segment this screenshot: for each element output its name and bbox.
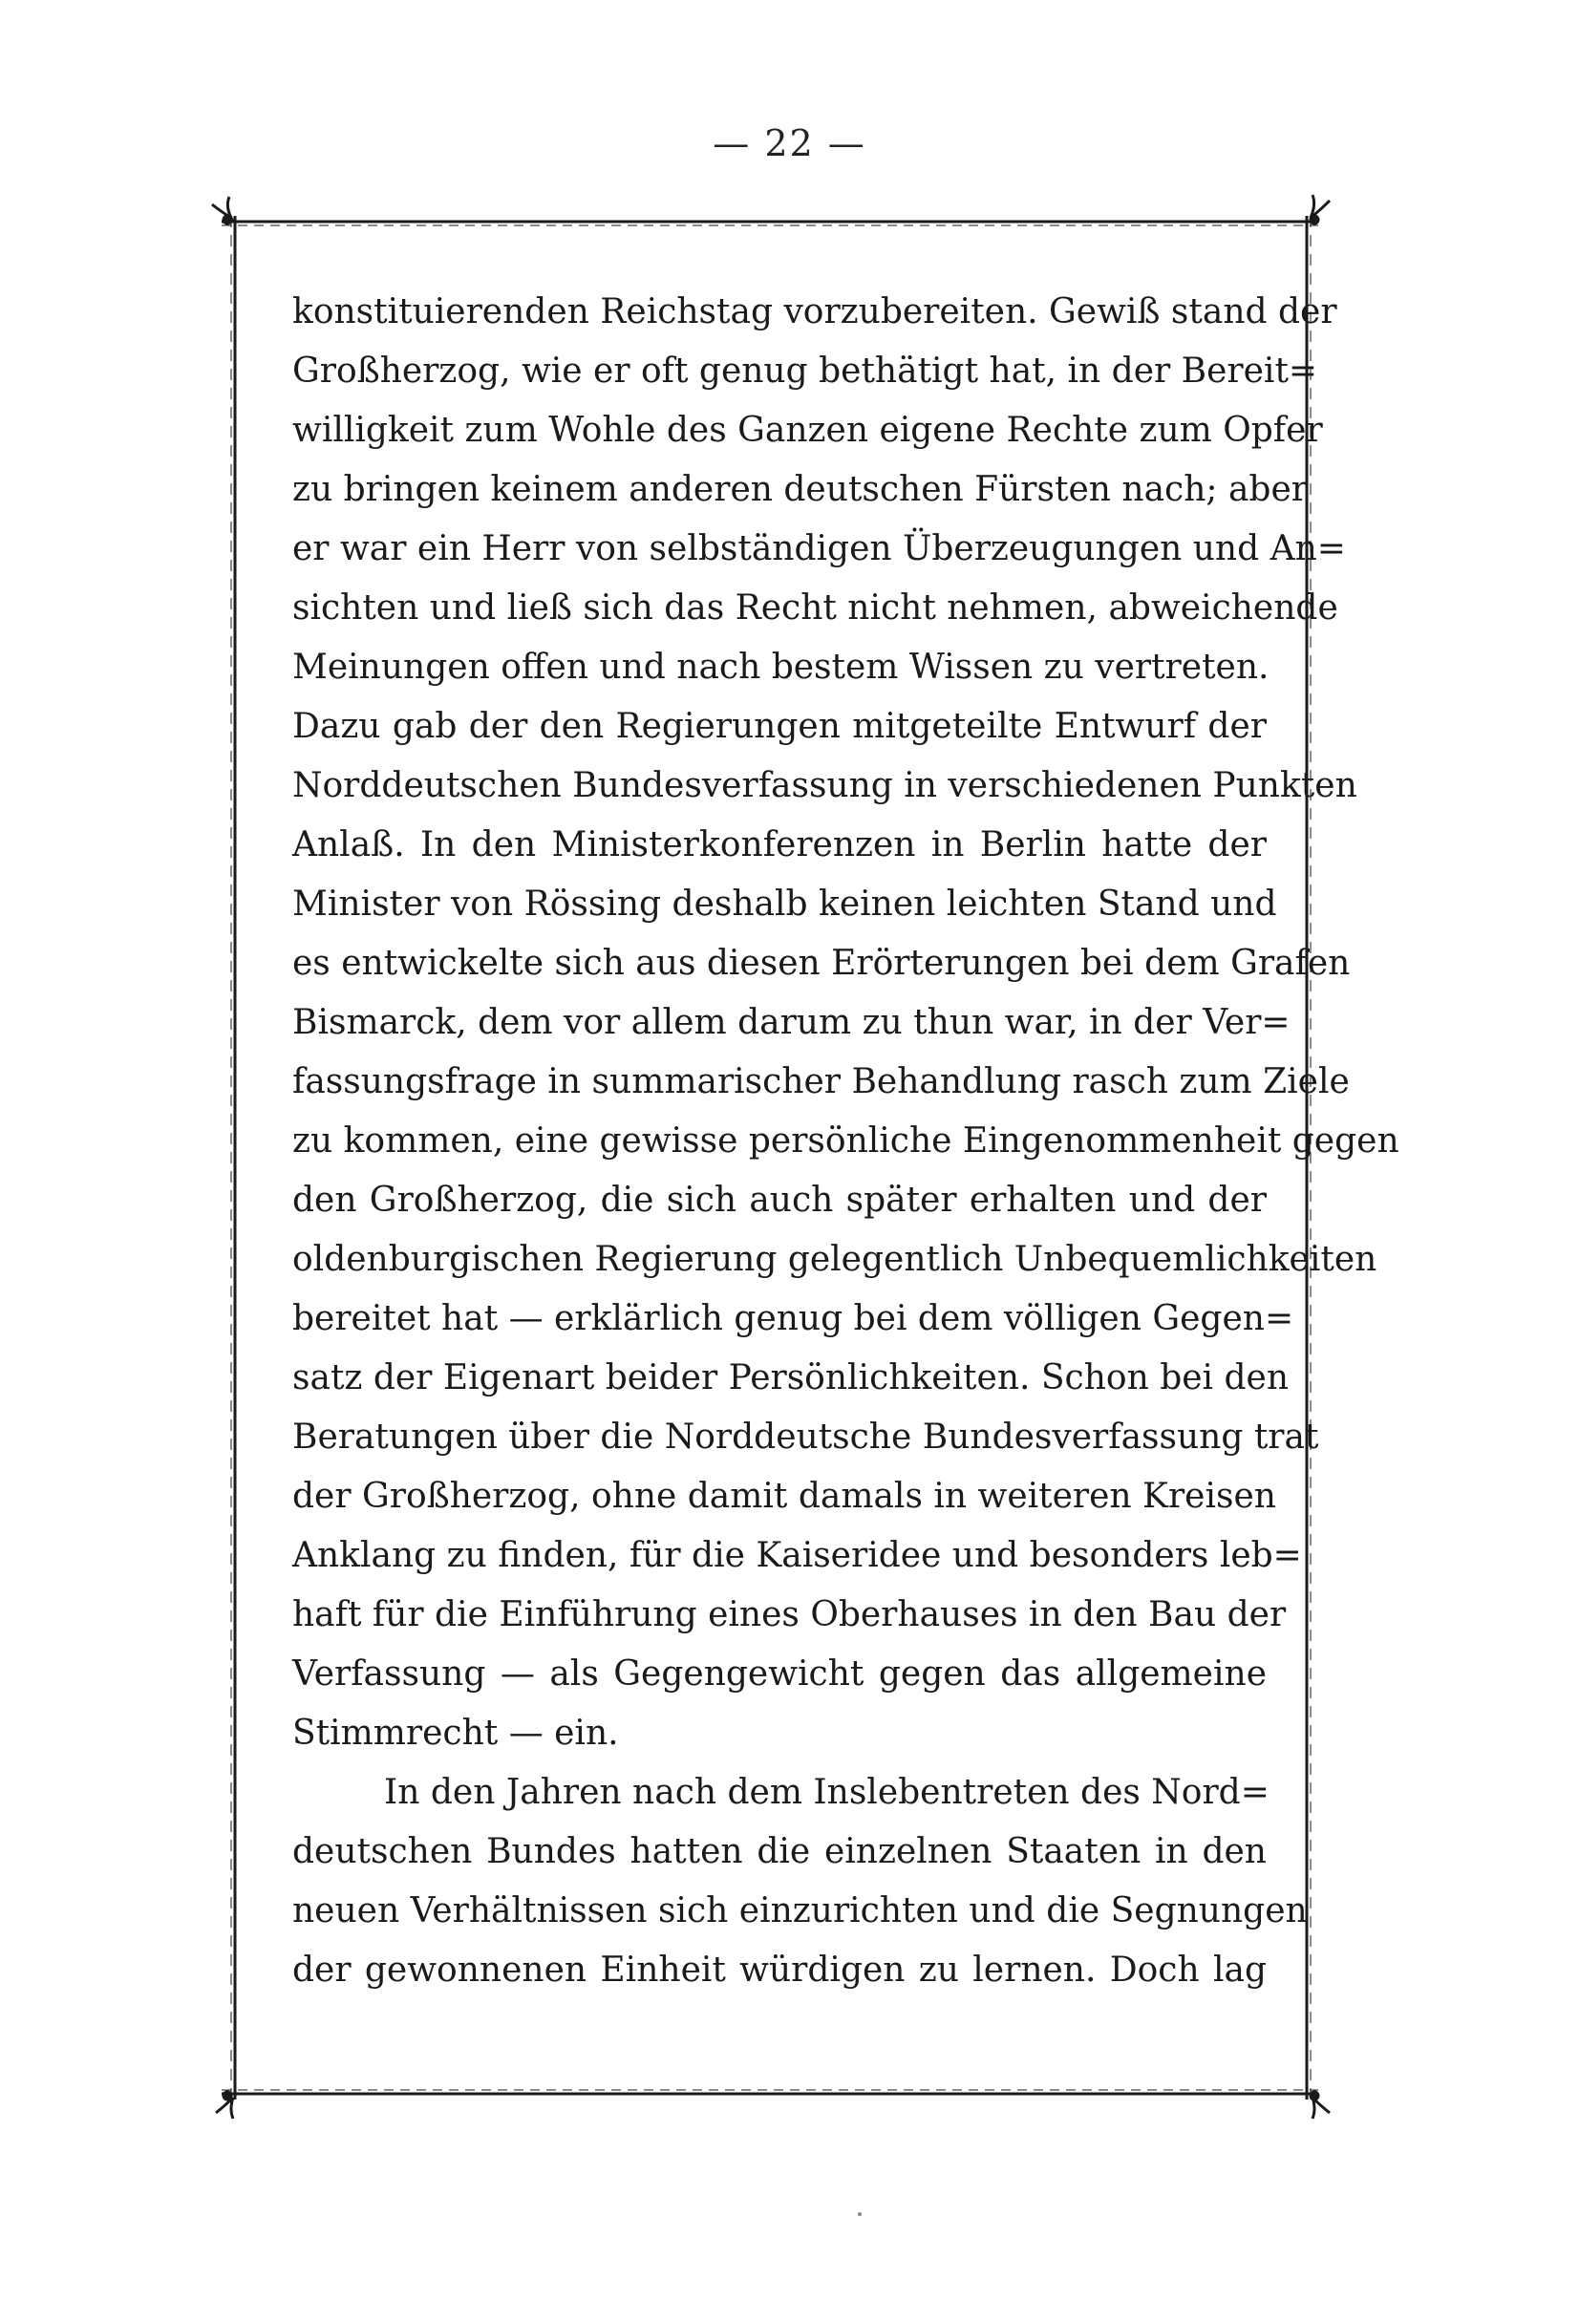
text-line: sichten und ließ sich das Recht nicht nehmen, abweichende	[292, 588, 1338, 628]
text-line: satz der Eigenart beider Persönlichkeiten. Schon bei den	[292, 1358, 1290, 1397]
text-line: Minister von Rössing deshalb keinen leichten Stand und	[292, 885, 1277, 924]
text-line: Verfassung — als Gegengewicht gegen das allgemeine	[292, 1654, 1267, 1694]
text-line: zu bringen keinem anderen deutschen Fürsten nach; aber	[292, 470, 1308, 509]
text-line: Stimmrecht — ein.	[292, 1714, 619, 1753]
corner-flourish-bottom-right	[1310, 2091, 1330, 2119]
body-text	[292, 283, 1399, 2000]
corner-flourish-bottom-left	[216, 2091, 233, 2119]
text-line: willigkeit zum Wohle des Ganzen eigene Rechte zum Opfer	[292, 411, 1323, 450]
text-line: oldenburgischen Regierung gelegentlich Unbequemlichkeiten	[292, 1240, 1377, 1279]
text-line: es entwickelte sich aus diesen Erörterungen bei dem Grafen	[292, 944, 1351, 983]
text-line: neuen Verhältnissen sich einzurichten und die Segnungen	[292, 1891, 1308, 1930]
text-line: In den Jahren nach dem Inslebentreten des Nord=	[384, 1773, 1270, 1812]
text-line: Dazu gab der den Regierungen mitgeteilte Entwurf der	[292, 707, 1267, 746]
print-speck	[858, 2212, 862, 2216]
paragraph-1	[292, 283, 1399, 1763]
left-border-rule	[231, 216, 235, 2100]
text-line: Anlaß. In den Ministerkonferenzen in Berlin hatte der	[292, 825, 1267, 864]
text-line: Anklang zu finden, für die Kaiseridee und besonders leb=	[292, 1536, 1302, 1575]
text-line: haft für die Einführung eines Oberhauses in den Bau der	[292, 1595, 1287, 1634]
bottom-border-rule	[222, 2090, 1318, 2094]
text-line: zu kommen, eine gewisse persönliche Eingenommenheit gegen	[292, 1121, 1399, 1161]
text-line: konstituierenden Reichstag vorzubereiten. Gewiß stand der	[292, 292, 1337, 331]
corner-flourish-top-right	[1310, 195, 1330, 224]
top-border-rule	[222, 222, 1318, 225]
text-line: deutschen Bundes hatten die einzelnen Staaten in den	[292, 1832, 1267, 1871]
text-line: Meinungen offen und nach bestem Wissen zu vertreten.	[292, 648, 1270, 687]
text-line: den Großherzog, die sich auch später erhalten und der	[292, 1181, 1267, 1220]
text-line: bereitet hat — erklärlich genug bei dem völligen Gegen=	[292, 1299, 1294, 1338]
text-line: Beratungen über die Norddeutsche Bundesverfassung trat	[292, 1418, 1319, 1457]
text-line: der Großherzog, ohne damit damals in weiteren Kreisen	[292, 1477, 1276, 1516]
text-line: der gewonnenen Einheit würdigen zu lernen. Doch lag	[292, 1951, 1267, 1990]
text-line: fassungsfrage in summarischer Behandlung rasch zum Ziele	[292, 1062, 1350, 1101]
text-line: Großherzog, wie er oft genug bethätigt hat, in der Bereit=	[292, 352, 1318, 391]
paragraph-2	[292, 1763, 1308, 2000]
page-number: — 22 —	[713, 122, 866, 164]
text-line: Bismarck, dem vor allem darum zu thun war, in der Ver=	[292, 1003, 1291, 1042]
text-line: er war ein Herr von selbständigen Überzeugungen und An=	[292, 529, 1346, 568]
text-line: Norddeutschen Bundesverfassung in verschiedenen Punkten	[292, 766, 1357, 805]
